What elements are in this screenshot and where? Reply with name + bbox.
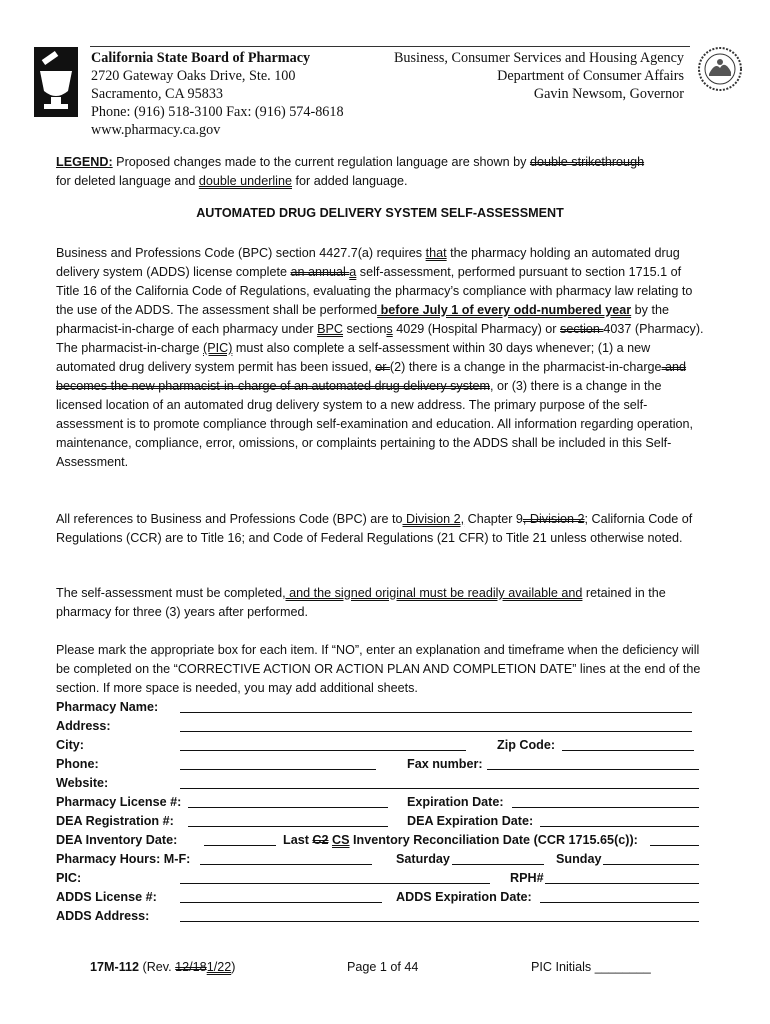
text-run: Inventory Reconciliation Date (CCR 1715.65(c)): — [349, 833, 638, 847]
added-text: s — [386, 322, 393, 336]
text-run: (Rev. — [139, 960, 176, 974]
text-run: ) — [231, 960, 236, 974]
agency-line-2: Department of Consumer Affairs — [497, 68, 684, 84]
mortar-pestle-icon — [34, 47, 78, 117]
instructions-paragraph: Please mark the appropriate box for each item. If “NO”, enter an explanation and timeframe when the deficiency will be completed on the “CORRECTIVE ACTION OR ACTION PLAN AND COMPLETION DATE” lines at the end of the section. If more space is needed, you may add additional sheets. — [56, 643, 701, 695]
saturday-field[interactable] — [452, 864, 544, 865]
header-rule — [90, 46, 690, 47]
phone-label: Phone: — [56, 757, 99, 771]
added-text: Division 2, — [402, 512, 465, 526]
dea-expiration-field[interactable] — [540, 826, 699, 827]
deleted-text: 12/18 — [175, 960, 207, 974]
added-text: before July 1 of every odd-numbered year — [377, 303, 632, 317]
adds-license-field[interactable] — [180, 902, 382, 903]
text-run: ; California Code of Regulations (CCR) are to Title 16; and Code of Federal Regulations (21 CFR) to Title 21 unless otherwise noted. — [56, 512, 693, 545]
text-run: Last — [283, 833, 313, 847]
last-reconciliation-label — [283, 832, 638, 848]
text-run: 4029 (Hospital Pharmacy) or — [392, 322, 561, 336]
legend-label: LEGEND: — [56, 155, 113, 169]
adds-license-label: ADDS License #: — [56, 890, 157, 904]
pic-field[interactable] — [180, 883, 490, 884]
text-run: by the pharmacist-in-charge of each pharmacy under — [56, 303, 669, 336]
dea-inventory-field[interactable] — [204, 845, 276, 846]
text-run: Chapter 9 — [464, 512, 523, 526]
board-address-block — [91, 49, 344, 139]
phone-field[interactable] — [180, 769, 376, 770]
text-run: retained in the pharmacy for three (3) years after performed. — [56, 586, 666, 619]
rph-label: RPH# — [510, 871, 544, 885]
added-text: CS — [332, 833, 350, 847]
adds-address-label: ADDS Address: — [56, 909, 150, 923]
text-run: section — [343, 322, 387, 336]
deleted-text: or — [375, 360, 390, 374]
rph-field[interactable] — [545, 883, 699, 884]
pharmacy-name-field[interactable] — [180, 712, 692, 713]
deleted-text: , Division 2 — [522, 512, 585, 526]
deleted-text: section — [560, 322, 604, 336]
sunday-label: Sunday — [556, 852, 602, 866]
expiration-date-label: Expiration Date: — [407, 795, 504, 809]
retention-paragraph — [56, 584, 706, 622]
text-run: the pharmacy holding an automated drug delivery system (ADDS) license complete — [56, 246, 680, 279]
pharmacy-hours-label: Pharmacy Hours: M-F: — [56, 852, 191, 866]
address-line-1: 2720 Gateway Oaks Drive, Ste. 100 — [91, 68, 296, 84]
state-seal-icon — [697, 46, 743, 92]
dea-registration-field[interactable] — [188, 826, 388, 827]
legend-text-c: for added language. — [292, 174, 408, 188]
hours-mf-field[interactable] — [200, 864, 372, 865]
added-text: a — [349, 265, 357, 279]
adds-expiration-label: ADDS Expiration Date: — [396, 890, 532, 904]
document-title: AUTOMATED DRUG DELIVERY SYSTEM SELF-ASSESSMENT — [196, 206, 564, 220]
city-label: City: — [56, 738, 84, 752]
legend-strike-sample: double strikethrough — [529, 155, 645, 169]
sunday-field[interactable] — [603, 864, 699, 865]
agency-block — [394, 49, 684, 103]
text-run: must also complete a self-assessment within 30 days whenever; (1) a new automated drug delivery system permit has been issued, — [56, 341, 651, 374]
zip-label: Zip Code: — [497, 738, 556, 752]
address-label: Address: — [56, 719, 111, 733]
agency-line-3: Gavin Newsom, Governor — [533, 86, 684, 102]
dea-expiration-label: DEA Expiration Date: — [407, 814, 534, 828]
pic-label: PIC: — [56, 871, 82, 885]
added-text: 1/22 — [206, 960, 232, 974]
text-run: Business and Professions Code (BPC) section 4427.7(a) requires — [56, 246, 426, 260]
text-run: 4037 (Pharmacy). The pharmacist-in-charge — [56, 322, 704, 355]
text-run: , or (3) there is a change in the licensed location of an automated drug delivery system to a new address. The primary purpose of the self-assessment is to promote compliance through self-examination and education. All information regarding operation, maintenance, compliance, error, omissions, or complaints pertaining to the ADDS shall be included in this Self-Assessment. — [56, 379, 694, 469]
fax-label: Fax number: — [407, 757, 483, 771]
deleted-text: C2 — [312, 833, 329, 847]
website-label: Website: — [56, 776, 109, 790]
legend-underline-sample: double underline — [198, 174, 292, 188]
deleted-text: and becomes the new pharmacist-in-charge of an automated drug delivery system — [56, 360, 687, 393]
dea-inventory-label: DEA Inventory Date: — [56, 833, 178, 847]
adds-address-field[interactable] — [180, 921, 699, 922]
phone-fax-line: Phone: (916) 518-3100 Fax: (916) 574-8618 — [91, 104, 344, 120]
text-run: The self-assessment must be completed — [56, 586, 283, 600]
pharmacy-license-label: Pharmacy License #: — [56, 795, 182, 809]
saturday-label: Saturday — [396, 852, 450, 866]
pharmacy-name-label: Pharmacy Name: — [56, 700, 159, 714]
added-text: , and the signed original must be readily available and — [282, 586, 583, 600]
city-field[interactable] — [180, 750, 466, 751]
pharmacy-license-field[interactable] — [188, 807, 388, 808]
legend-paragraph — [56, 153, 706, 191]
text-run: self-assessment, performed pursuant to section 1715.1 of Title 16 of the California Code of Regulations, evaluating the pharmacy’s compliance with pharmacy law relating to the use of the ADDS. The assessment shall be performed — [56, 265, 693, 317]
dea-registration-label: DEA Registration #: — [56, 814, 174, 828]
text-run: (2) there is a change in the pharmacist-in-charge — [389, 360, 662, 374]
website-field[interactable] — [180, 788, 699, 789]
text-run: All references to Business and Professions Code (BPC) are to — [56, 512, 403, 526]
legend-text-a: Proposed changes made to the current regulation language are shown by — [112, 155, 530, 169]
added-text: (PIC) — [203, 341, 233, 355]
references-paragraph — [56, 510, 706, 548]
agency-line-1: Business, Consumer Services and Housing Agency — [393, 50, 684, 66]
form-id: 17M-112 — [90, 960, 140, 974]
added-text: BPC — [317, 322, 344, 336]
added-text: that — [425, 246, 447, 260]
address-field[interactable] — [180, 731, 692, 732]
pic-initials: PIC Initials ________ — [531, 960, 651, 974]
fax-field[interactable] — [487, 769, 699, 770]
adds-expiration-field[interactable] — [540, 902, 699, 903]
deleted-text: an annual — [290, 265, 350, 279]
website-line: www.pharmacy.ca.gov — [91, 122, 221, 138]
address-line-2: Sacramento, CA 95833 — [91, 86, 224, 102]
zip-field[interactable] — [562, 750, 694, 751]
last-reconciliation-field[interactable] — [650, 845, 699, 846]
intro-paragraph — [56, 244, 706, 472]
agency-name: California State Board of Pharmacy — [91, 50, 311, 66]
legend-text-b: for deleted language and — [56, 174, 199, 188]
form-revision — [90, 960, 235, 974]
expiration-date-field[interactable] — [512, 807, 699, 808]
page-number: Page 1 of 44 — [347, 960, 419, 974]
letterhead — [0, 0, 770, 150]
